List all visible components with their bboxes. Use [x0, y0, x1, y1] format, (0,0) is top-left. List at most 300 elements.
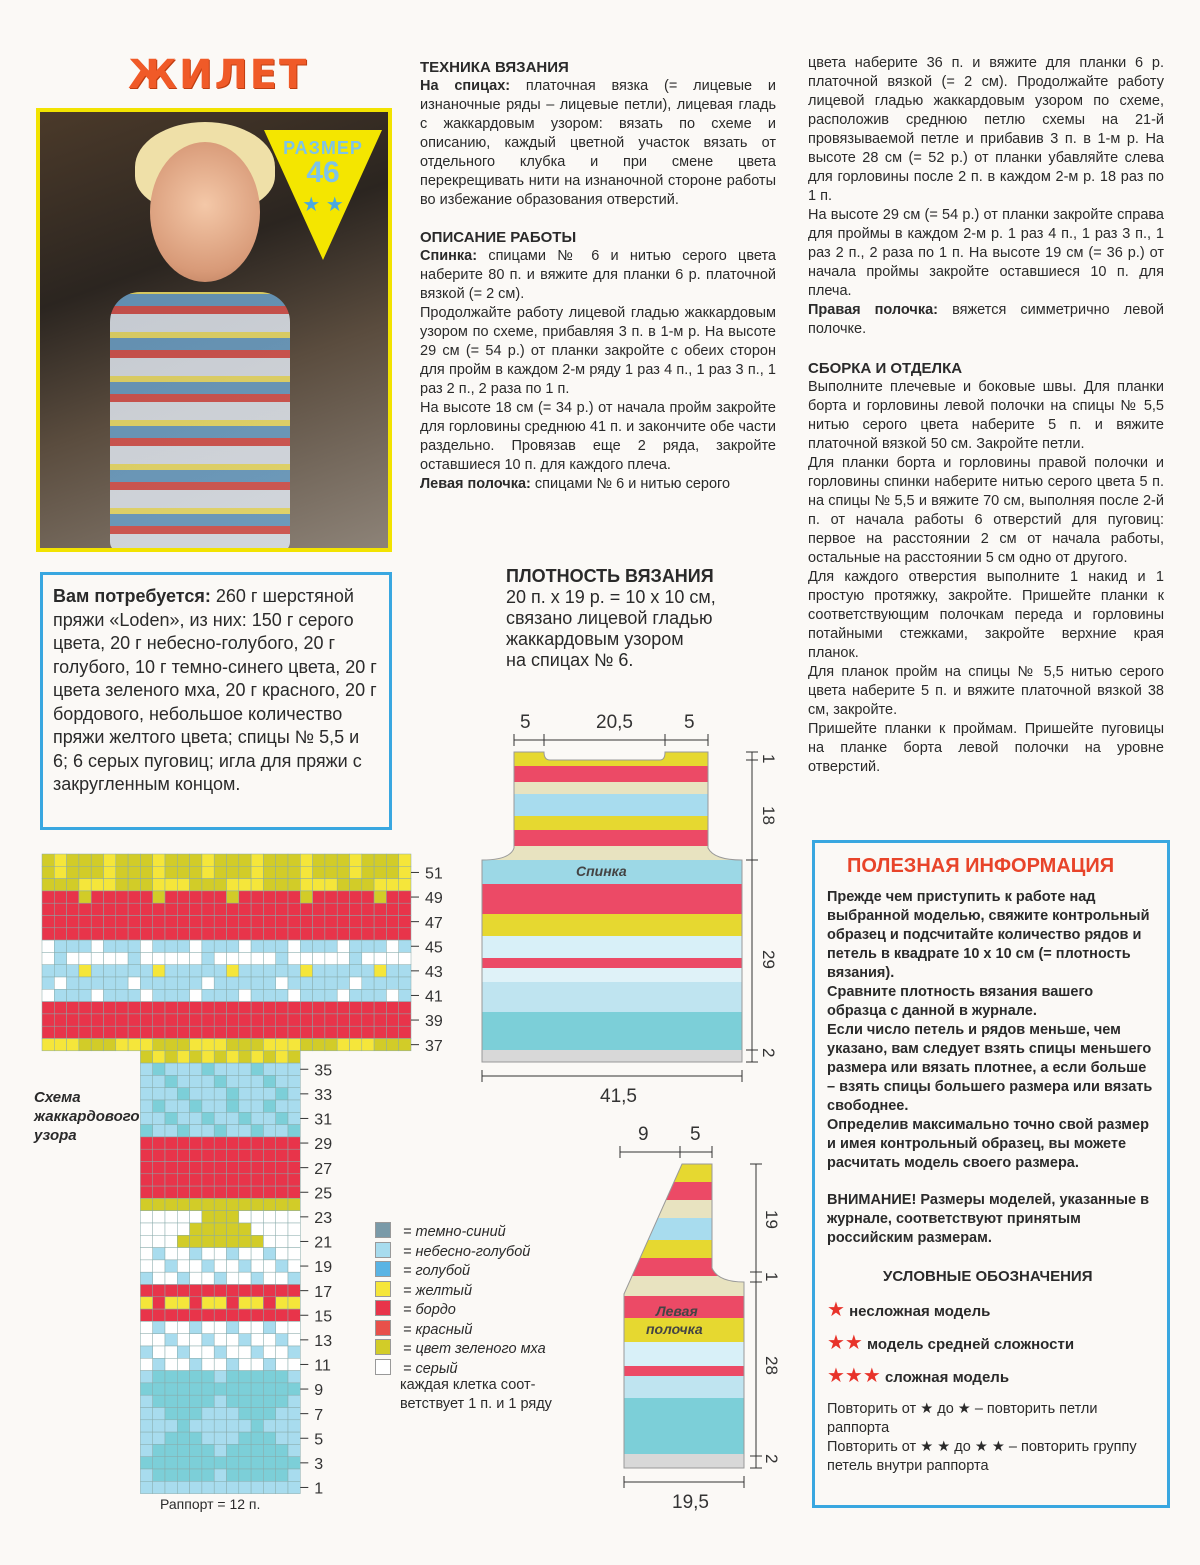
- assembly-a4: Для планок пройм на спицы № 5,5 нитью серого цвета наберите 5 п. и вяжите платочной вязкой 38 см, закройте.: [808, 664, 1164, 718]
- chart-cell: [227, 1051, 239, 1063]
- chart-cell: [239, 1371, 251, 1383]
- chart-cell: [153, 1432, 165, 1444]
- chart-cell: [276, 1112, 288, 1124]
- chart-cell: [177, 1420, 189, 1432]
- chart-cell: [325, 1039, 337, 1051]
- chart-cell: [288, 1469, 300, 1481]
- chart-cell: [214, 1309, 226, 1321]
- chart-cell: [251, 1149, 263, 1161]
- chart-cell: [288, 1457, 300, 1469]
- chart-cell: [263, 1186, 275, 1198]
- chart-cell: [239, 1420, 251, 1432]
- chart-cell: [104, 965, 116, 977]
- chart-cell: [251, 891, 263, 903]
- chart-cell: [140, 1125, 152, 1137]
- back-bold: Спинка:: [420, 248, 478, 264]
- chart-cell: [202, 1075, 214, 1087]
- chart-cell: [276, 1260, 288, 1272]
- chart-cell: [202, 1371, 214, 1383]
- chart-cell: [67, 952, 79, 964]
- chart-cell: [263, 1026, 275, 1038]
- chart-cell: [386, 965, 398, 977]
- chart-cell: [325, 940, 337, 952]
- chart-cell: [263, 1051, 275, 1063]
- chart-cell: [165, 1149, 177, 1161]
- chart-cell: [399, 1002, 411, 1014]
- badge-stars: ★ ★: [302, 194, 344, 216]
- chart-cell: [276, 1334, 288, 1346]
- chart-cell: [386, 952, 398, 964]
- chart-cell: [276, 854, 288, 866]
- symbol-hard: [827, 1363, 1155, 1388]
- chart-cell: [288, 1026, 300, 1038]
- chart-cell: [177, 1014, 189, 1026]
- chart-cell: [263, 1248, 275, 1260]
- chart-cell: [350, 940, 362, 952]
- chart-cell: [263, 1198, 275, 1210]
- chart-cell: [276, 1223, 288, 1235]
- chart-cell: [251, 879, 263, 891]
- chart-cell: [214, 1481, 226, 1493]
- chart-cell: [177, 928, 189, 940]
- chart-cell: [214, 1149, 226, 1161]
- chart-cell: [288, 1198, 300, 1210]
- chart-cell: [263, 977, 275, 989]
- chart-cell: [67, 916, 79, 928]
- legend-item: [375, 1339, 546, 1357]
- chart-cell: [251, 1432, 263, 1444]
- chart-cell: [165, 854, 177, 866]
- chart-cell: [214, 1321, 226, 1333]
- chart-cell: [79, 866, 91, 878]
- chart-cell: [79, 891, 91, 903]
- chart-cell: [140, 989, 152, 1001]
- chart-cell: [177, 903, 189, 915]
- chart-cell: [67, 879, 79, 891]
- chart-cell: [288, 1223, 300, 1235]
- chart-cell: [288, 1039, 300, 1051]
- chart-cell: [54, 928, 66, 940]
- chart-cell: [202, 1002, 214, 1014]
- chart-cell: [325, 977, 337, 989]
- chart-cell: [399, 866, 411, 878]
- chart-cell: [42, 1014, 54, 1026]
- chart-cell: [165, 1371, 177, 1383]
- chart-cell: [202, 866, 214, 878]
- chart-cell: [177, 1469, 189, 1481]
- chart-cell: [54, 854, 66, 866]
- chart-cell: [251, 1272, 263, 1284]
- chart-cell: [42, 854, 54, 866]
- chart-cell: [300, 879, 312, 891]
- chart-cell: [214, 1272, 226, 1284]
- chart-cell: [42, 928, 54, 940]
- chart-cell: [140, 1272, 152, 1284]
- chart-cell: [288, 903, 300, 915]
- chart-cell: [42, 1026, 54, 1038]
- chart-cell: [362, 854, 374, 866]
- chart-cell: [386, 854, 398, 866]
- chart-cell: [300, 1039, 312, 1051]
- chart-cell: [239, 1063, 251, 1075]
- chart-cell: [165, 1260, 177, 1272]
- technique-text: платочная вязка (= лицевые и изнаночные ряды – лицевые петли), лицевая гладь с жаккардовым узором: вязать по схеме и описанию, каждый цветной участок вязать от отдельного клубка и при смене цвета перекрещивать нити на изнаночной стороне работы во избежание образования отверстий.: [420, 78, 776, 208]
- chart-cell: [140, 1358, 152, 1370]
- chart-cell: [325, 1002, 337, 1014]
- chart-cell: [239, 940, 251, 952]
- chart-row-label: 27: [314, 1160, 333, 1178]
- right-bold: Правая полочка:: [808, 302, 938, 318]
- chart-repeat: Раппорт = 12 п.: [160, 1496, 261, 1512]
- chart-cell: [251, 965, 263, 977]
- chart-cell: [288, 1075, 300, 1087]
- chart-cell: [202, 1026, 214, 1038]
- chart-cell: [214, 1444, 226, 1456]
- chart-cell: [153, 1285, 165, 1297]
- chart-cell: [202, 1432, 214, 1444]
- chart-cell: [190, 1174, 202, 1186]
- chart-cell: [177, 1346, 189, 1358]
- chart-cell: [227, 1420, 239, 1432]
- chart-cell: [79, 854, 91, 866]
- chart-cell: [140, 1211, 152, 1223]
- chart-cell: [140, 891, 152, 903]
- chart-cell: [128, 977, 140, 989]
- chart-cell: [153, 1149, 165, 1161]
- chart-cell: [239, 1223, 251, 1235]
- chart-cell: [140, 1309, 152, 1321]
- chart-cell: [214, 1457, 226, 1469]
- assembly-a5: Пришейте планки к проймам. Пришейте пуговицы на планке борта левой полочки на уровне отверстий.: [808, 721, 1164, 775]
- chart-cell: [313, 1014, 325, 1026]
- chart-cell: [190, 1075, 202, 1087]
- legend-note-2: ветствует 1 п. и 1 ряду: [400, 1396, 552, 1412]
- chart-cell: [276, 1186, 288, 1198]
- info-p5: ВНИМАНИЕ! Размеры моделей, указанные в журнале, соответствуют принятым российским размерам.: [827, 1192, 1150, 1246]
- chart-cell: [91, 916, 103, 928]
- chart-cell: [214, 1112, 226, 1124]
- chart-cell: [177, 891, 189, 903]
- chart-cell: [190, 1112, 202, 1124]
- chart-cell: [350, 989, 362, 1001]
- chart-cell: [177, 1285, 189, 1297]
- chart-cell: [227, 1408, 239, 1420]
- chart-cell: [386, 1002, 398, 1014]
- chart-cell: [177, 1248, 189, 1260]
- photo-vest: [110, 292, 290, 552]
- chart-cell: [153, 989, 165, 1001]
- chart-cell: [177, 1444, 189, 1456]
- chart-cell: [276, 1358, 288, 1370]
- chart-cell: [42, 965, 54, 977]
- legend-item: [375, 1281, 472, 1299]
- chart-cell: [288, 866, 300, 878]
- chart-cell: [165, 1383, 177, 1395]
- chart-cell: [79, 879, 91, 891]
- chart-cell: [140, 1346, 152, 1358]
- chart-cell: [153, 1444, 165, 1456]
- chart-cell: [227, 1088, 239, 1100]
- chart-cell: [214, 916, 226, 928]
- chart-cell: [190, 1297, 202, 1309]
- assembly-a2: Для планки борта и горловины правой полочки и горловины спинки наберите нитью серого цвета 5 п. на спицы № 5,5 и вяжите 70 см, выполняя после 2-й п. от начала работы 6 отверстий для пуговиц: первое на расстоянии 2 см от начала работы, остальные на расстоянии 5 см одно от другого.: [808, 455, 1164, 566]
- chart-cell: [288, 1395, 300, 1407]
- chart-cell: [288, 977, 300, 989]
- chart-cell: [251, 1309, 263, 1321]
- chart-cell: [116, 965, 128, 977]
- chart-cell: [276, 1444, 288, 1456]
- back-v3: 29: [759, 950, 778, 969]
- chart-cell: [227, 1285, 239, 1297]
- chart-cell: [325, 854, 337, 866]
- chart-cell: [140, 1432, 152, 1444]
- chart-cell: [239, 1137, 251, 1149]
- chart-cell: [214, 1260, 226, 1272]
- chart-cell: [153, 1383, 165, 1395]
- col3-section: [808, 54, 1164, 777]
- chart-cell: [263, 916, 275, 928]
- chart-cell: [350, 903, 362, 915]
- chart-cell: [313, 940, 325, 952]
- chart-cell: [239, 1002, 251, 1014]
- chart-cell: [202, 1162, 214, 1174]
- chart-cell: [263, 1408, 275, 1420]
- chart-cell: [153, 1198, 165, 1210]
- chart-cell: [239, 1260, 251, 1272]
- chart-cell: [288, 1112, 300, 1124]
- chart-cell: [276, 1026, 288, 1038]
- chart-cell: [116, 989, 128, 1001]
- chart-cell: [227, 1063, 239, 1075]
- chart-cell: [140, 1457, 152, 1469]
- chart-cell: [190, 1457, 202, 1469]
- chart-cell: [190, 1125, 202, 1137]
- chart-cell: [153, 916, 165, 928]
- chart-cell: [362, 977, 374, 989]
- chart-cell: [104, 1026, 116, 1038]
- chart-cell: [251, 1260, 263, 1272]
- chart-cell: [214, 854, 226, 866]
- chart-cell: [288, 879, 300, 891]
- chart-cell: [116, 1026, 128, 1038]
- legend-item: [375, 1359, 458, 1377]
- chart-cell: [165, 1088, 177, 1100]
- chart-cell: [288, 989, 300, 1001]
- chart-cell: [140, 879, 152, 891]
- chart-cell: [202, 952, 214, 964]
- chart-cell: [202, 854, 214, 866]
- chart-cell: [153, 1100, 165, 1112]
- chart-cell: [251, 1223, 263, 1235]
- chart-cell: [165, 952, 177, 964]
- chart-cell: [214, 1100, 226, 1112]
- chart-cell: [165, 928, 177, 940]
- chart-cell: [263, 1039, 275, 1051]
- chart-cell: [227, 1248, 239, 1260]
- chart-cell: [251, 1100, 263, 1112]
- chart-cell: [263, 1162, 275, 1174]
- chart-cell: [276, 903, 288, 915]
- chart-cell: [140, 1223, 152, 1235]
- chart-cell: [239, 1248, 251, 1260]
- chart-cell: [91, 1026, 103, 1038]
- chart-cell: [362, 989, 374, 1001]
- chart-cell: [325, 1026, 337, 1038]
- chart-row-label: 19: [314, 1259, 333, 1277]
- chart-cell: [140, 1051, 152, 1063]
- chart-cell: [313, 928, 325, 940]
- chart-cell: [350, 1039, 362, 1051]
- chart-cell: [42, 952, 54, 964]
- chart-cell: [54, 940, 66, 952]
- materials-bold: Вам потребуется:: [53, 586, 211, 606]
- chart-cell: [288, 1309, 300, 1321]
- chart-cell: [165, 916, 177, 928]
- chart-cell: [190, 1309, 202, 1321]
- chart-cell: [227, 1321, 239, 1333]
- chart-cell: [386, 928, 398, 940]
- chart-cell: [362, 940, 374, 952]
- chart-cell: [276, 965, 288, 977]
- chart-cell: [239, 1481, 251, 1493]
- chart-cell: [177, 1408, 189, 1420]
- legend-label: = небесно-голубой: [403, 1243, 531, 1260]
- chart-cell: [239, 1162, 251, 1174]
- chart-cell: [374, 1014, 386, 1026]
- chart-cell: [202, 1235, 214, 1247]
- chart-cell: [165, 1186, 177, 1198]
- chart-cell: [313, 879, 325, 891]
- legend-label: = цвет зеленого мха: [403, 1341, 546, 1357]
- chart-cell: [165, 1125, 177, 1137]
- chart-cell: [288, 965, 300, 977]
- legend-item: [375, 1300, 456, 1318]
- chart-cell: [239, 1408, 251, 1420]
- front-v1: 19: [762, 1210, 781, 1229]
- chart-cell: [399, 928, 411, 940]
- chart-cell: [202, 1051, 214, 1063]
- chart-cell: [202, 1444, 214, 1456]
- chart-cell: [276, 866, 288, 878]
- chart-cell: [140, 1285, 152, 1297]
- chart-cell: [337, 879, 349, 891]
- chart-cell: [288, 1321, 300, 1333]
- chart-cell: [251, 1420, 263, 1432]
- chart-cell: [190, 1358, 202, 1370]
- chart-cell: [67, 940, 79, 952]
- chart-cell: [399, 965, 411, 977]
- chart-cell: [227, 1002, 239, 1014]
- chart-cell: [227, 1026, 239, 1038]
- chart-cell: [325, 928, 337, 940]
- chart-cell: [128, 1014, 140, 1026]
- photo-face: [150, 142, 260, 282]
- chart-cell: [337, 903, 349, 915]
- chart-cell: [276, 1235, 288, 1247]
- chart-cell: [288, 1420, 300, 1432]
- chart-cell: [128, 866, 140, 878]
- chart-cell: [177, 952, 189, 964]
- chart-cell: [288, 1211, 300, 1223]
- chart-cell: [104, 854, 116, 866]
- chart-cell: [54, 891, 66, 903]
- chart-cell: [288, 1235, 300, 1247]
- chart-cell: [214, 1014, 226, 1026]
- chart-cell: [362, 891, 374, 903]
- chart-cell: [190, 1063, 202, 1075]
- chart-cell: [399, 977, 411, 989]
- chart-cell: [153, 1014, 165, 1026]
- chart-cell: [300, 903, 312, 915]
- chart-cell: [165, 891, 177, 903]
- chart-cell: [313, 891, 325, 903]
- chart-cell: [54, 1002, 66, 1014]
- chart-cell: [165, 977, 177, 989]
- info-p4: Определив максимально точно свой размер и имея контрольный образец, вы можете расчитать модель своего размера.: [827, 1117, 1149, 1171]
- chart-cell: [79, 916, 91, 928]
- chart-cell: [202, 1112, 214, 1124]
- chart-cell: [202, 1297, 214, 1309]
- chart-cell: [227, 1014, 239, 1026]
- chart-cell: [104, 916, 116, 928]
- chart-cell: [263, 1014, 275, 1026]
- chart-cell: [140, 866, 152, 878]
- chart-cell: [399, 879, 411, 891]
- chart-cell: [190, 1186, 202, 1198]
- chart-cell: [263, 1223, 275, 1235]
- technique-section: [420, 58, 776, 494]
- chart-cell: [190, 965, 202, 977]
- chart-cell: [325, 903, 337, 915]
- chart-cell: [227, 1457, 239, 1469]
- chart-cell: [165, 1346, 177, 1358]
- chart-cell: [214, 1395, 226, 1407]
- chart-cell: [399, 891, 411, 903]
- chart-cell: [263, 940, 275, 952]
- chart-cell: [214, 977, 226, 989]
- chart-cell: [350, 891, 362, 903]
- repeat-note-1: Повторить от ★ до ★ – повторить петли раппорта: [827, 1401, 1098, 1436]
- chart-cell: [214, 1002, 226, 1014]
- chart-cell: [239, 854, 251, 866]
- chart-cell: [116, 928, 128, 940]
- chart-cell: [190, 1260, 202, 1272]
- chart-cell: [202, 1383, 214, 1395]
- chart-cell: [350, 916, 362, 928]
- chart-cell: [251, 1383, 263, 1395]
- chart-cell: [190, 1149, 202, 1161]
- chart-cell: [67, 1014, 79, 1026]
- chart-cell: [300, 854, 312, 866]
- legend-label: = бордо: [403, 1302, 456, 1318]
- chart-cell: [399, 854, 411, 866]
- chart-cell: [177, 1075, 189, 1087]
- chart-cell: [140, 1469, 152, 1481]
- chart-cell: [251, 940, 263, 952]
- chart-cell: [42, 879, 54, 891]
- chart-cell: [202, 1223, 214, 1235]
- chart-cell: [116, 866, 128, 878]
- size-badge: [264, 130, 382, 260]
- chart-cell: [79, 903, 91, 915]
- chart-cell: [251, 1162, 263, 1174]
- chart-cell: [153, 1063, 165, 1075]
- chart-cell: [300, 1026, 312, 1038]
- chart-cell: [313, 866, 325, 878]
- chart-cell: [214, 1432, 226, 1444]
- chart-cell: [190, 1051, 202, 1063]
- back-top-right: 5: [684, 712, 695, 733]
